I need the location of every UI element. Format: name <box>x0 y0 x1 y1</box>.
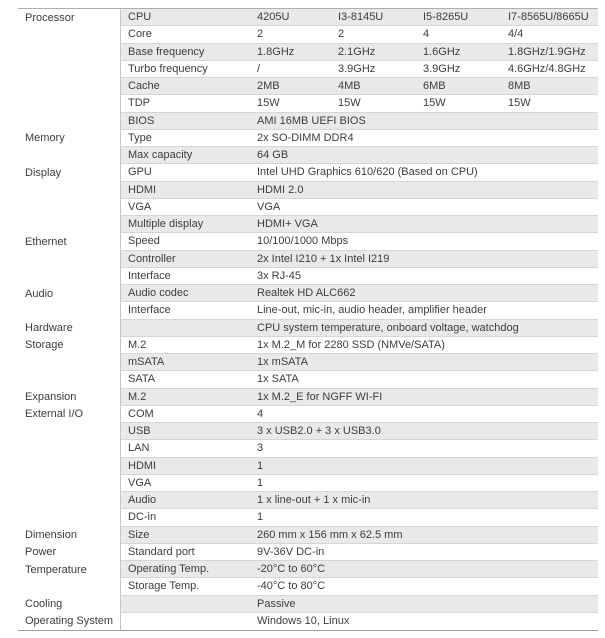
category-label <box>18 251 120 268</box>
spec-row-body <box>120 337 598 354</box>
spec-row-body <box>120 285 598 302</box>
spec-row-body <box>120 9 598 26</box>
spec-value: 3 x USB2.0 + 3 x USB3.0 <box>257 425 381 438</box>
spec-value: 4 <box>423 28 430 41</box>
category-label: External I/O <box>18 406 120 423</box>
spec-row <box>18 26 598 43</box>
spec-row <box>18 302 598 319</box>
spec-value: 6MB <box>423 80 446 93</box>
spec-value: 10/100/1000 Mbps <box>257 235 349 248</box>
spec-value: Realtek HD ALC662 <box>257 287 356 300</box>
spec-value: / <box>257 62 261 75</box>
spec-row <box>18 61 598 78</box>
property-label: Size <box>128 528 150 541</box>
category-label <box>18 182 120 199</box>
spec-row <box>18 251 598 268</box>
property-label: Audio codec <box>128 287 189 300</box>
spec-row-body <box>120 596 598 613</box>
category-label <box>18 371 120 388</box>
spec-row <box>18 337 598 354</box>
property-label: DC-in <box>128 511 157 524</box>
spec-row <box>18 527 598 544</box>
spec-value: 3 <box>257 442 264 455</box>
property-label: M.2 <box>128 390 147 403</box>
property-label: USB <box>128 425 151 438</box>
spec-value: 15W <box>338 97 361 110</box>
spec-value: 4MB <box>338 80 361 93</box>
spec-row-body <box>120 182 598 199</box>
category-label: Audio <box>18 285 120 302</box>
property-label <box>121 596 249 612</box>
spec-value: Windows 10, Linux <box>257 615 350 628</box>
category-label: Cooling <box>18 596 120 613</box>
spec-row <box>18 389 598 406</box>
spec-row-body <box>120 199 598 216</box>
spec-row <box>18 113 598 130</box>
property-label: Max capacity <box>128 149 193 162</box>
spec-row <box>18 544 598 561</box>
category-label <box>18 95 120 112</box>
spec-row <box>18 95 598 112</box>
category-label <box>18 492 120 509</box>
spec-value: -20°C to 60°C <box>257 563 326 576</box>
spec-row-body <box>120 113 598 130</box>
spec-row <box>18 216 598 233</box>
property-label: Core <box>128 28 152 41</box>
property-label: LAN <box>128 442 150 455</box>
property-label: Audio <box>128 494 157 507</box>
category-label <box>18 199 120 216</box>
spec-value: 3.9GHz <box>338 62 376 75</box>
spec-row-body <box>120 78 598 95</box>
category-label <box>18 216 120 233</box>
spec-value: 2 <box>338 28 345 41</box>
category-label: Memory <box>18 130 120 147</box>
category-label: Dimension <box>18 527 120 544</box>
property-label: Controller <box>128 252 176 265</box>
property-label: Multiple display <box>128 218 204 231</box>
spec-value: 1 x line-out + 1 x mic-in <box>257 494 371 507</box>
spec-value: I7-8565U/8665U <box>508 11 589 24</box>
category-label: Operating System <box>18 613 120 630</box>
spec-row <box>18 78 598 95</box>
spec-row <box>18 561 598 578</box>
property-label: CPU <box>128 11 152 24</box>
property-label: Type <box>128 131 152 144</box>
spec-row-body <box>120 475 598 492</box>
category-label: Processor <box>18 9 120 26</box>
spec-row-body <box>120 509 598 526</box>
spec-value: 4205U <box>257 11 290 24</box>
spec-value: I3-8145U <box>338 11 384 24</box>
property-label: Turbo frequency <box>128 62 208 75</box>
spec-row <box>18 613 598 630</box>
spec-row-body <box>120 613 598 630</box>
spec-value: -40°C to 80°C <box>257 580 326 593</box>
spec-value: I5-8265U <box>423 11 469 24</box>
spec-row-body <box>120 164 598 181</box>
category-label <box>18 423 120 440</box>
spec-row-body <box>120 527 598 544</box>
category-label <box>18 44 120 61</box>
spec-row-body <box>120 458 598 475</box>
property-label: Speed <box>128 235 160 248</box>
category-label <box>18 440 120 457</box>
category-label: Power <box>18 544 120 561</box>
property-label: M.2 <box>128 338 147 351</box>
spec-row <box>18 371 598 388</box>
category-label <box>18 113 120 130</box>
spec-value: 1 <box>257 459 264 472</box>
spec-value: 4/4 <box>508 28 524 41</box>
category-label: Ethernet <box>18 233 120 250</box>
property-label: Operating Temp. <box>128 563 210 576</box>
spec-value: 3.9GHz <box>423 62 461 75</box>
specification-table <box>18 8 598 631</box>
spec-value: 1x mSATA <box>257 356 308 369</box>
category-label: Expansion <box>18 389 120 406</box>
spec-row-body <box>120 389 598 406</box>
spec-row <box>18 440 598 457</box>
spec-row-body <box>120 147 598 164</box>
spec-row <box>18 475 598 492</box>
category-label <box>18 268 120 285</box>
property-label: mSATA <box>128 356 165 369</box>
category-label <box>18 578 120 595</box>
spec-row <box>18 509 598 526</box>
spec-row <box>18 406 598 423</box>
property-label: GPU <box>128 166 152 179</box>
spec-value: 260 mm x 156 mm x 62.5 mm <box>257 528 403 541</box>
spec-value: CPU system temperature, onboard voltage, watchdog <box>257 321 519 334</box>
spec-row-body <box>120 371 598 388</box>
property-label: Base frequency <box>128 45 205 58</box>
property-label: COM <box>128 407 154 420</box>
spec-value: 15W <box>257 97 280 110</box>
spec-row <box>18 354 598 371</box>
property-label: BIOS <box>128 114 155 127</box>
spec-row-body <box>120 544 598 561</box>
spec-row <box>18 268 598 285</box>
spec-value: 1x M.2_M for 2280 SSD (NMVe/SATA) <box>257 338 445 351</box>
spec-row-body <box>120 440 598 457</box>
spec-value: HDMI+ VGA <box>257 218 318 231</box>
spec-value: 8MB <box>508 80 531 93</box>
spec-row <box>18 458 598 475</box>
spec-row-body <box>120 268 598 285</box>
spec-row-body <box>120 233 598 250</box>
spec-row-body <box>120 492 598 509</box>
spec-value: 3x RJ-45 <box>257 269 302 282</box>
spec-value: VGA <box>257 200 281 213</box>
spec-row-body <box>120 302 598 319</box>
category-label: Hardware <box>18 320 120 337</box>
property-label: SATA <box>128 373 156 386</box>
spec-row-body <box>120 95 598 112</box>
property-label: VGA <box>128 200 152 213</box>
spec-value: 2x SO-DIMM DDR4 <box>257 131 354 144</box>
property-label: Standard port <box>128 545 195 558</box>
spec-value: 2x Intel I210 + 1x Intel I219 <box>257 252 390 265</box>
spec-value: 4.6GHz/4.8GHz <box>508 62 586 75</box>
spec-value: 1.8GHz <box>257 45 295 58</box>
property-label: TDP <box>128 97 150 110</box>
spec-row <box>18 492 598 509</box>
spec-row-body <box>120 354 598 371</box>
property-label: Cache <box>128 80 160 93</box>
category-label <box>18 354 120 371</box>
spec-row-body <box>120 406 598 423</box>
category-label <box>18 509 120 526</box>
spec-value: 64 GB <box>257 149 289 162</box>
category-label <box>18 26 120 43</box>
spec-value: 4 <box>257 407 264 420</box>
property-label <box>121 320 249 336</box>
property-label: HDMI <box>128 459 157 472</box>
spec-value: 2.1GHz <box>338 45 376 58</box>
spec-row <box>18 285 598 302</box>
property-label: Interface <box>128 269 171 282</box>
spec-row-body <box>120 61 598 78</box>
spec-value: 1.8GHz/1.9GHz <box>508 45 586 58</box>
category-label <box>18 475 120 492</box>
spec-row-body <box>120 578 598 595</box>
spec-row-body <box>120 216 598 233</box>
spec-value: Passive <box>257 597 296 610</box>
spec-row <box>18 147 598 164</box>
spec-row <box>18 130 598 147</box>
category-label <box>18 458 120 475</box>
spec-row <box>18 233 598 250</box>
spec-row-body <box>120 130 598 147</box>
spec-value: 1.6GHz <box>423 45 461 58</box>
property-label <box>121 613 249 630</box>
spec-row-body <box>120 44 598 61</box>
spec-value: Line-out, mic-in, audio header, amplifier header <box>257 304 487 317</box>
property-label: HDMI <box>128 183 157 196</box>
spec-value: 15W <box>423 97 446 110</box>
spec-value: Intel UHD Graphics 610/620 (Based on CPU) <box>257 166 478 179</box>
category-label <box>18 147 120 164</box>
spec-value: 15W <box>508 97 531 110</box>
spec-row-body <box>120 26 598 43</box>
spec-value: HDMI 2.0 <box>257 183 304 196</box>
category-label <box>18 61 120 78</box>
category-label: Display <box>18 164 120 181</box>
category-label <box>18 78 120 95</box>
category-label: Storage <box>18 337 120 354</box>
property-label: Interface <box>128 304 171 317</box>
spec-row <box>18 44 598 61</box>
category-label: Temperature <box>18 561 120 578</box>
spec-value: 2MB <box>257 80 280 93</box>
property-label: Storage Temp. <box>128 580 200 593</box>
spec-value: 1x SATA <box>257 373 299 386</box>
spec-row <box>18 182 598 199</box>
spec-row <box>18 199 598 216</box>
spec-row-body <box>120 251 598 268</box>
spec-row-body <box>120 423 598 440</box>
spec-row <box>18 423 598 440</box>
spec-row <box>18 320 598 337</box>
spec-value: 1x M.2_E for NGFF WI-FI <box>257 390 383 403</box>
spec-row <box>18 164 598 181</box>
property-label: VGA <box>128 476 152 489</box>
spec-value: 1 <box>257 511 264 524</box>
spec-row-body <box>120 561 598 578</box>
spec-row <box>18 578 598 595</box>
spec-row <box>18 596 598 613</box>
spec-value: AMI 16MB UEFI BIOS <box>257 114 366 127</box>
category-label <box>18 302 120 319</box>
spec-row-body <box>120 320 598 337</box>
spec-value: 9V-36V DC-in <box>257 545 325 558</box>
spec-row <box>18 9 598 26</box>
spec-value: 2 <box>257 28 264 41</box>
spec-value: 1 <box>257 476 264 489</box>
